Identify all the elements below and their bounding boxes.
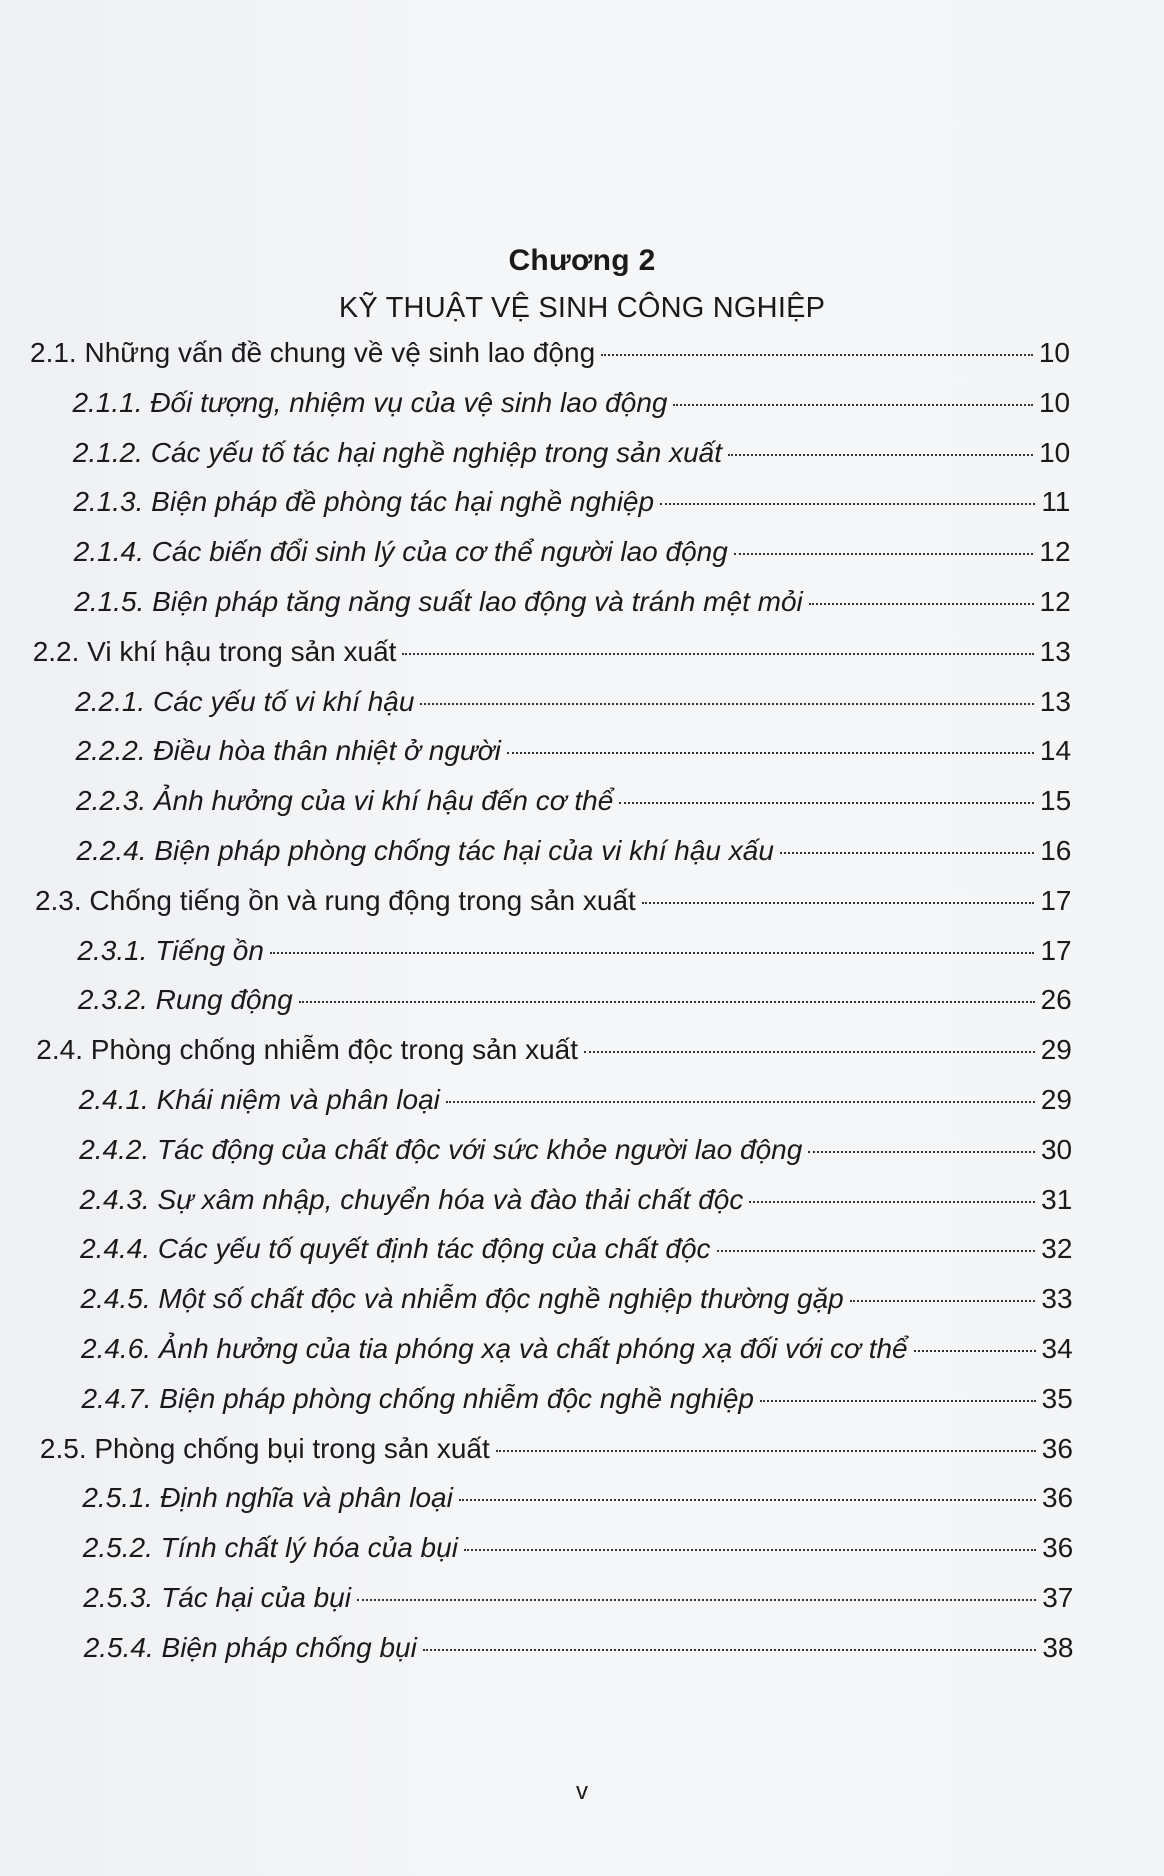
toc-entry-page: 13 [1039, 635, 1071, 667]
dot-leader [459, 1499, 1036, 1501]
toc-entry-title: 2.4.4. Các yếu tố quyết định tác động của chất độc [80, 1233, 711, 1265]
toc-entry-page: 16 [1040, 835, 1072, 866]
dot-leader [660, 503, 1035, 505]
toc-entry-title: 2.4.2. Tác động của chất độc với sức khỏe người lao động [79, 1133, 803, 1165]
toc-subsection-entry [80, 1233, 1072, 1273]
toc-entry-title: 2.5. Phòng chống bụi trong sản xuất [39, 1432, 490, 1464]
chapter-number: Chương 2 [508, 244, 656, 277]
toc-entry-title: 2.4.5. Một số chất độc và nhiễm độc nghề nghiệp thường gặp [80, 1283, 844, 1315]
toc-entry-title: 2.4.7. Biện pháp phòng chống nhiễm độc nghề nghiệp [81, 1382, 754, 1414]
toc-entry-page: 32 [1041, 1233, 1073, 1265]
dot-leader [717, 1250, 1036, 1252]
dot-leader [780, 852, 1034, 854]
toc-entry-title: 2.1.3. Biện pháp đề phòng tác hại nghề nghiệp [73, 486, 655, 518]
toc-subsection-entry [72, 387, 1070, 427]
toc-entry-page: 29 [1040, 1034, 1072, 1066]
dot-leader [496, 1450, 1036, 1452]
toc-section-entry [33, 636, 1071, 676]
toc-entry-title: 2.1.5. Biện pháp tăng năng suất lao động và tránh mệt mỏi [74, 586, 803, 617]
dot-leader [914, 1350, 1036, 1352]
dot-leader [601, 354, 1033, 356]
toc-entry-title: 2.4.6. Ảnh hưởng của tia phóng xạ và chất phóng xạ đối với cơ thể [81, 1333, 908, 1364]
toc-subsection-entry [84, 1632, 1074, 1672]
toc-entry-page: 31 [1041, 1183, 1073, 1215]
toc-subsection-entry [79, 1134, 1072, 1174]
toc-entry-page: 13 [1039, 685, 1071, 717]
dot-leader [728, 454, 1033, 456]
toc-subsection-entry [75, 686, 1071, 726]
toc-section-entry [35, 885, 1072, 925]
toc-entry-page: 10 [1039, 436, 1071, 468]
toc-entry-page: 38 [1042, 1631, 1074, 1663]
toc-entry-title: 2.4.1. Khái niệm và phân loại [78, 1084, 440, 1115]
dot-leader [507, 752, 1034, 754]
toc-section-entry [36, 1034, 1072, 1074]
dot-leader [420, 703, 1033, 705]
toc-subsection-entry [76, 735, 1071, 775]
toc-entry-title: 2.1.1. Đối tượng, nhiệm vụ của vệ sinh lao động [72, 386, 668, 418]
toc-section-entry [30, 337, 1070, 377]
toc-subsection-entry [81, 1333, 1073, 1373]
toc-subsection-entry [74, 536, 1071, 576]
dot-leader [464, 1549, 1036, 1551]
toc-entry-page: 36 [1041, 1482, 1074, 1514]
toc-entry-page: 36 [1042, 1532, 1074, 1564]
toc-entry-title: 2.1.4. Các biến đổi sinh lý của cơ thể người lao động [73, 536, 728, 568]
toc-subsection-entry [79, 1084, 1072, 1124]
toc-entry-page: 17 [1040, 934, 1072, 966]
toc-subsection-entry [81, 1283, 1073, 1323]
toc-entry-title: 2.2.1. Các yếu tố vi khí hậu [75, 685, 415, 717]
toc-entry-page: 17 [1040, 884, 1072, 916]
dot-leader [270, 952, 1035, 954]
toc-entry-title: 2.3. Chống tiếng ồn và rung động trong sản xuất [34, 884, 636, 916]
dot-leader [619, 802, 1034, 804]
toc-subsection-entry [74, 586, 1070, 626]
toc-entry-page: 15 [1040, 785, 1072, 817]
toc-entry-page: 11 [1041, 486, 1071, 518]
toc-section-entry [40, 1433, 1073, 1473]
dot-leader [760, 1400, 1036, 1402]
toc-entry-title: 2.5.3. Tác hại của bụi [83, 1582, 351, 1613]
toc-entry-page: 30 [1040, 1133, 1073, 1165]
toc-entry-page: 14 [1039, 735, 1072, 767]
toc-subsection-entry [80, 1184, 1073, 1224]
toc-entry-title: 2.3.1. Tiếng ồn [77, 934, 264, 966]
dot-leader [850, 1300, 1036, 1302]
toc-subsection-entry [73, 437, 1070, 477]
toc-entry-title: 2.4. Phòng chống nhiễm độc trong sản xuất [36, 1034, 579, 1066]
dot-leader [808, 1151, 1035, 1153]
toc-entry-title: 2.2.3. Ảnh hưởng của vi khí hậu đến cơ thể [76, 785, 614, 817]
page-number: v [576, 1778, 588, 1805]
toc-entry-page: 26 [1040, 984, 1072, 1016]
toc-entry-title: 2.3.2. Rung động [77, 984, 293, 1016]
dot-leader [749, 1201, 1035, 1203]
toc-entry-page: 10 [1038, 337, 1070, 368]
toc-entry-title: 2.5.2. Tính chất lý hóa của bụi [82, 1532, 458, 1564]
toc-subsection-entry [83, 1532, 1073, 1572]
dot-leader [734, 553, 1034, 555]
dot-leader [423, 1649, 1036, 1651]
dot-leader [446, 1101, 1035, 1103]
toc-subsection-entry [78, 984, 1072, 1024]
toc-entry-page: 33 [1041, 1283, 1073, 1315]
toc-entry-title: 2.1. Những vấn đề chung về vệ sinh lao động [30, 337, 596, 368]
dot-leader [642, 902, 1034, 904]
toc-entry-page: 36 [1041, 1432, 1073, 1464]
toc-subsection-entry [82, 1482, 1073, 1522]
toc-entry-page: 35 [1041, 1382, 1073, 1414]
toc-entry-page: 10 [1038, 386, 1071, 418]
toc-subsection-entry [77, 835, 1072, 875]
toc-entry-title: 2.2.2. Điều hòa thân nhiệt ở người [75, 735, 501, 767]
toc-entry-page: 37 [1042, 1582, 1074, 1613]
dot-leader [673, 404, 1032, 406]
dot-leader [584, 1051, 1035, 1053]
toc-subsection-entry [73, 486, 1070, 526]
dot-leader [402, 653, 1033, 655]
dot-leader [299, 1001, 1035, 1003]
toc-entry-title: 2.5.4. Biện pháp chống bụi [83, 1631, 417, 1663]
toc-entry-title: 2.1.2. Các yếu tố tác hại nghề nghiệp trong sản xuất [72, 436, 723, 468]
toc-subsection-entry [77, 935, 1071, 975]
toc-entry-page: 12 [1039, 586, 1071, 617]
dot-leader [809, 603, 1034, 605]
toc-entry-page: 29 [1040, 1084, 1073, 1115]
toc-entry-title: 2.4.3. Sự xâm nhập, chuyển hóa và đào thải chất độc [79, 1183, 744, 1215]
toc-entry-page: 12 [1039, 536, 1071, 568]
toc-entry-title: 2.2. Vi khí hậu trong sản xuất [32, 635, 397, 667]
toc-entry-title: 2.2.4. Biện pháp phòng chống tác hại của vi khí hậu xấu [76, 835, 774, 866]
dot-leader [357, 1599, 1036, 1601]
toc-subsection-entry [81, 1383, 1072, 1423]
toc-entry-title: 2.5.1. Định nghĩa và phân loại [82, 1482, 453, 1514]
toc-entry-page: 34 [1041, 1333, 1073, 1364]
toc-subsection-entry [83, 1582, 1073, 1622]
toc-subsection-entry [76, 785, 1071, 825]
chapter-title: KỸ THUẬT VỆ SINH CÔNG NGHIỆP [338, 292, 826, 324]
